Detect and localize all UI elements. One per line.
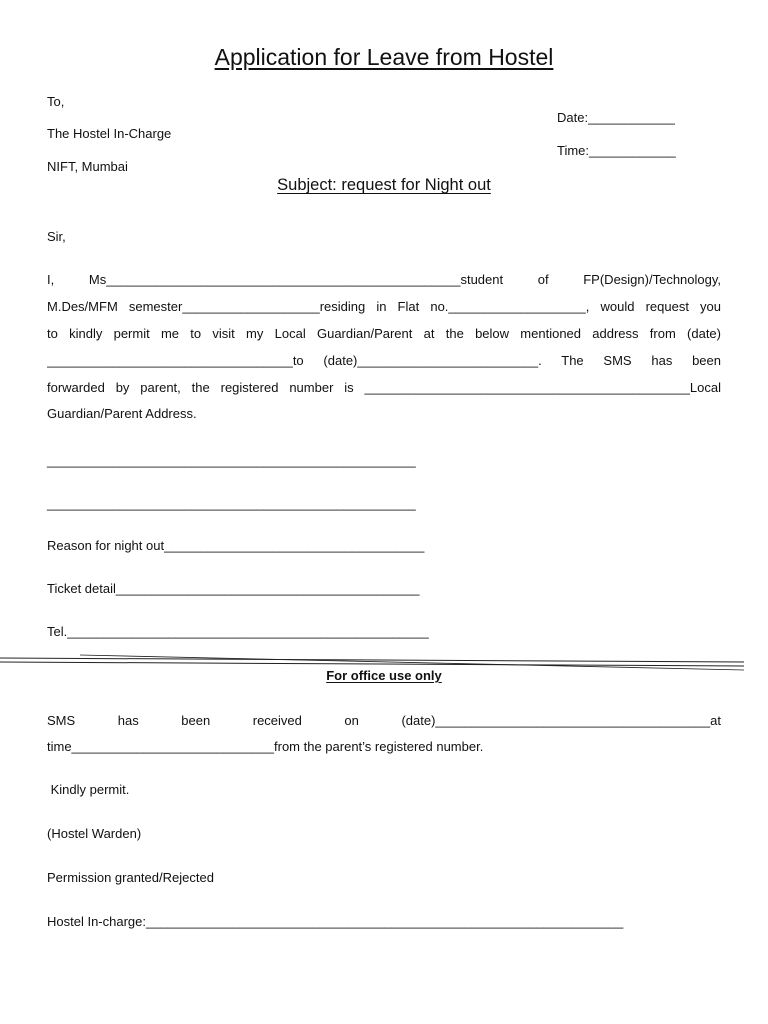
body-line: __________________________________to (date)_________________________. The SMS has been bbox=[47, 353, 721, 368]
hostel-warden: (Hostel Warden) bbox=[47, 826, 142, 841]
office-line: SMS has been received on (date)______________________________________at bbox=[47, 713, 721, 728]
body-line: to kindly permit me to visit my Local Guardian/Parent at the below mentioned address from (date) bbox=[47, 326, 721, 341]
address-institution: NIFT, Mumbai bbox=[47, 159, 128, 174]
salutation: Sir, bbox=[47, 229, 66, 244]
page-title: Application for Leave from Hostel bbox=[214, 44, 554, 70]
reason-field: Reason for night out____________________________________ bbox=[47, 538, 425, 553]
tel-field: Tel.__________________________________________________ bbox=[47, 624, 429, 639]
date-field: Date:____________ bbox=[557, 110, 675, 125]
ticket-field: Ticket detail__________________________________________ bbox=[47, 581, 420, 596]
body-line: M.Des/MFM semester___________________residing in Flat no.___________________, would request you bbox=[47, 299, 721, 314]
time-field: Time:____________ bbox=[557, 143, 676, 158]
office-use-heading: For office use only bbox=[326, 668, 442, 683]
kindly-permit: Kindly permit. bbox=[47, 782, 130, 797]
office-line: time____________________________from the parent’s registered number. bbox=[47, 739, 484, 754]
address-blank-line: ___________________________________________________ bbox=[47, 496, 416, 511]
address-blank-line: ___________________________________________________ bbox=[47, 453, 416, 468]
body-line: forwarded by parent, the registered number is _____________________________________________Local bbox=[47, 380, 721, 395]
body-line: Guardian/Parent Address. bbox=[47, 406, 197, 421]
hostel-incharge-field: Hostel In-charge:__________________________________________________________________ bbox=[47, 914, 624, 929]
subject-heading: Subject: request for Night out bbox=[277, 176, 491, 194]
address-recipient: The Hostel In-Charge bbox=[47, 126, 172, 141]
body-line: I, Ms_________________________________________________student of FP(Design)/Technology, bbox=[47, 272, 721, 287]
permission-status: Permission granted/Rejected bbox=[47, 870, 214, 885]
address-to: To, bbox=[47, 94, 65, 109]
